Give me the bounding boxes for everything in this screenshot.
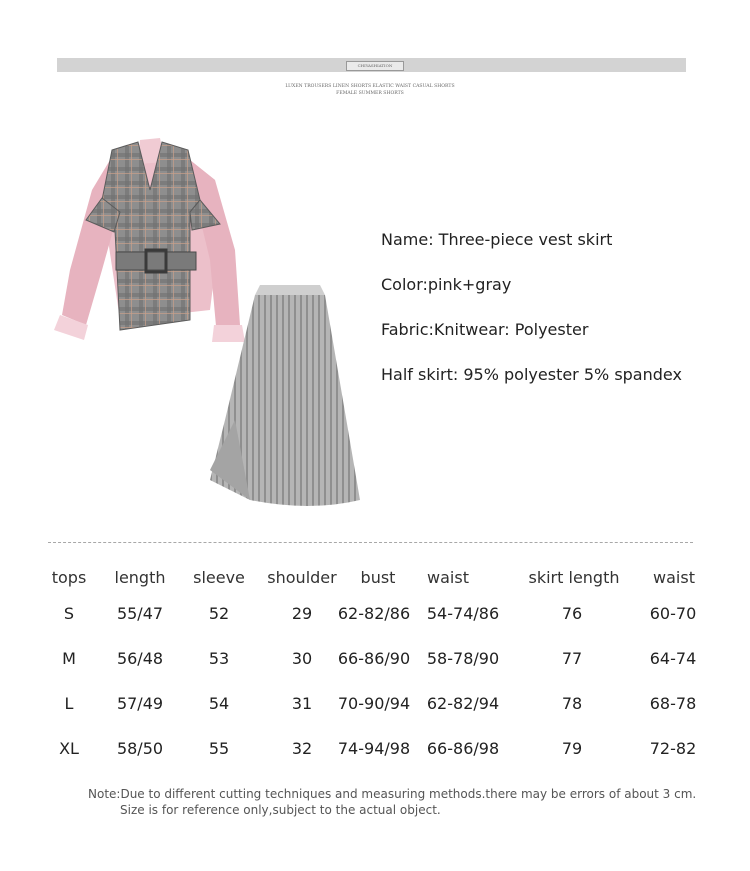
table-cell: 79 <box>561 739 583 758</box>
header-tops: tops <box>51 568 87 587</box>
table-cell: 29 <box>291 604 313 623</box>
header-sleeve: sleeve <box>193 568 245 587</box>
table-cell: 52 <box>208 604 230 623</box>
table-cell: 31 <box>291 694 313 713</box>
table-cell: 58-78/90 <box>426 649 500 668</box>
table-cell: 68-78 <box>649 694 697 713</box>
table-cell: 54 <box>208 694 230 713</box>
table-cell: 70-90/94 <box>337 694 411 713</box>
table-cell: 66-86/90 <box>337 649 411 668</box>
header-skirt-length: skirt length <box>528 568 620 587</box>
table-cell: 62-82/94 <box>426 694 500 713</box>
spec-color: Color:pink+gray <box>381 275 512 294</box>
table-cell: 60-70 <box>649 604 697 623</box>
header-subtitle-line1: LUXEN TROUSERS LINEN SHORTS ELASTIC WAIST CASUAL SHORTS <box>285 84 455 89</box>
note-line2: Size is for reference only,subject to the actual object. <box>120 803 441 817</box>
table-cell: XL <box>59 739 79 758</box>
table-cell: 55 <box>208 739 230 758</box>
header-waist: waist <box>427 568 469 587</box>
table-cell: 57/49 <box>116 694 164 713</box>
table-cell: 76 <box>561 604 583 623</box>
header-length: length <box>114 568 166 587</box>
table-cell: 77 <box>561 649 583 668</box>
table-cell: 72-82 <box>649 739 697 758</box>
product-image <box>50 120 370 520</box>
header-subtitle <box>260 83 480 97</box>
table-cell: 55/47 <box>116 604 164 623</box>
table-cell: 74-94/98 <box>337 739 411 758</box>
brand-tag: CHIYASHIATION <box>346 61 404 71</box>
table-cell: 58/50 <box>116 739 164 758</box>
table-cell: 64-74 <box>649 649 697 668</box>
header-skirt-waist: waist <box>653 568 695 587</box>
spec-name: Name: Three-piece vest skirt <box>381 230 613 249</box>
table-cell: 62-82/86 <box>337 604 411 623</box>
table-cell: 32 <box>291 739 313 758</box>
table-cell: 66-86/98 <box>426 739 500 758</box>
table-cell: S <box>63 604 75 623</box>
header-subtitle-line2: FEMALE SUMMER SHORTS <box>336 91 404 96</box>
size-note <box>88 786 696 818</box>
table-cell: 54-74/86 <box>426 604 500 623</box>
spec-fabric: Fabric:Knitwear: Polyester <box>381 320 589 339</box>
table-cell: L <box>64 694 74 713</box>
dashed-divider <box>48 542 693 543</box>
table-cell: 56/48 <box>116 649 164 668</box>
spec-half-skirt: Half skirt: 95% polyester 5% spandex <box>381 365 682 384</box>
header-shoulder: shoulder <box>267 568 337 587</box>
table-cell: M <box>62 649 76 668</box>
note-line1: Note:Due to different cutting techniques and measuring methods.there may be errors of about 3 cm. <box>88 787 697 801</box>
table-cell: 78 <box>561 694 583 713</box>
table-cell: 53 <box>208 649 230 668</box>
table-cell: 30 <box>291 649 313 668</box>
header-bust: bust <box>360 568 396 587</box>
